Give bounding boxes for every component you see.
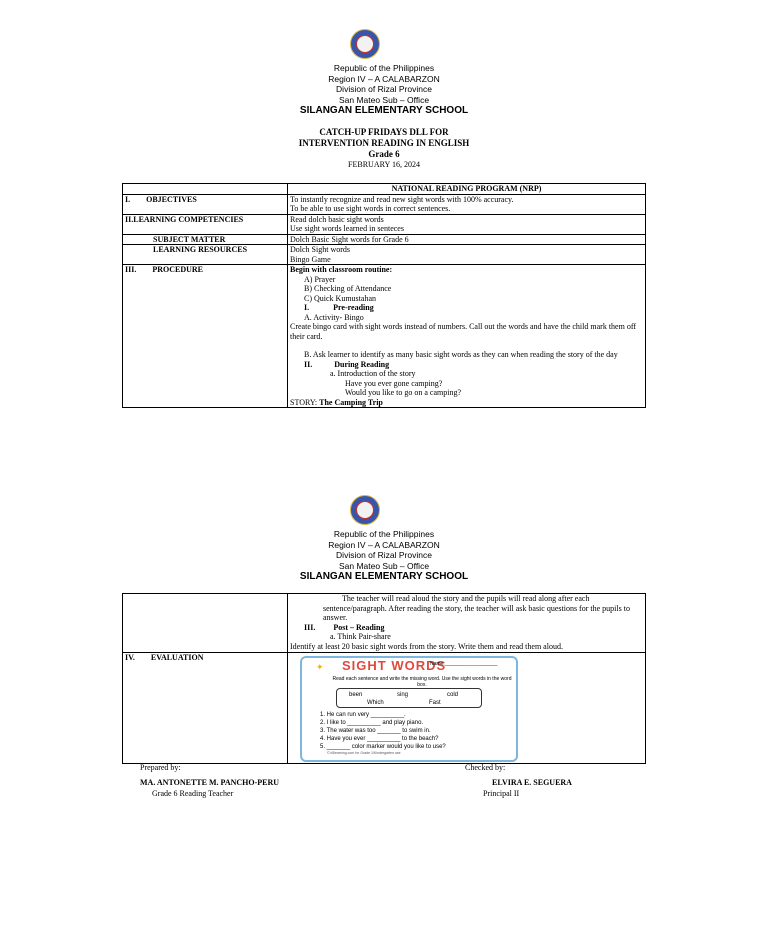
competencies-label: II.LEARNING COMPETENCIES bbox=[123, 214, 288, 234]
read-aloud-text: The teacher will read aloud the story and the pupils will read along after each bbox=[342, 594, 590, 603]
worksheet-name-field: Name:___________________ bbox=[430, 661, 498, 667]
word-box-word: cold bbox=[447, 692, 459, 698]
header-line: Region IV – A CALABARZON bbox=[328, 73, 440, 84]
word-box-word: Which bbox=[367, 700, 384, 706]
routine-item: B) Checking of Attendance bbox=[304, 284, 392, 293]
worksheet-footer: © k5learning.com for Grade 1/Kindergarten use bbox=[327, 750, 401, 755]
routine-item: A) Prayer bbox=[304, 274, 336, 284]
school-name: SILANGAN ELEMENTARY SCHOOL bbox=[299, 571, 469, 582]
worksheet-question: 5. _______ color marker would you like to use? bbox=[320, 744, 446, 750]
story-title: The Camping Trip bbox=[319, 397, 383, 407]
competency-item: Use sight words learned in senteces bbox=[290, 224, 404, 233]
objectives-label: I. OBJECTIVES bbox=[123, 194, 288, 214]
subject-matter-value: Dolch Basic Sight words for Grade 6 bbox=[288, 234, 646, 245]
deped-seal-icon bbox=[350, 495, 380, 525]
dll-table-2 bbox=[122, 593, 646, 764]
objective-item: To instantly recognize and read new sight words with 100% accuracy. bbox=[290, 194, 514, 204]
pre-reading-number: I. bbox=[304, 303, 310, 312]
worksheet-question: 1. He can run very __________. bbox=[320, 712, 406, 718]
worksheet-question: 4. Have you ever __________ to the beach? bbox=[320, 736, 439, 742]
activity-label: A. Activity- Bingo bbox=[304, 312, 364, 322]
dll-table-1 bbox=[122, 183, 646, 408]
header-line: Division of Rizal Province bbox=[336, 550, 432, 560]
motive-question: Would you like to go on a camping? bbox=[345, 388, 461, 397]
worksheet-question: 2. I like to __________ and play piano. bbox=[320, 720, 424, 726]
procedure-label: III. PROCEDURE bbox=[123, 265, 288, 408]
word-box-word: sing bbox=[397, 692, 409, 698]
subject-matter-label: SUBJECT MATTER bbox=[123, 234, 288, 245]
doc-title-line1: CATCH-UP FRIDAYS DLL FOR bbox=[319, 127, 449, 137]
routine-item: C) Quick Kumustahan bbox=[304, 293, 376, 303]
word-box bbox=[336, 688, 482, 708]
prepared-by-role: Grade 6 Reading Teacher bbox=[152, 789, 234, 798]
doc-date: FEBRUARY 16, 2024 bbox=[348, 160, 420, 169]
header-line: Division of Rizal Province bbox=[336, 84, 432, 94]
resource-item: Dolch Sight words bbox=[290, 245, 350, 254]
identify-task: Identify at least 20 basic sight words from the story. Write them and read them aloud. bbox=[290, 641, 563, 651]
resource-item: Bingo Game bbox=[290, 254, 331, 264]
grade-label: Grade 6 bbox=[368, 149, 400, 159]
during-reading-label: During Reading bbox=[334, 359, 390, 369]
story-prefix: STORY: bbox=[290, 397, 320, 407]
pre-reading-label: Pre-reading bbox=[333, 303, 374, 312]
motive-question: Have you ever gone camping? bbox=[345, 378, 443, 388]
school-name: SILANGAN ELEMENTARY SCHOOL bbox=[299, 105, 469, 116]
star-icon: ✦ bbox=[316, 662, 324, 672]
think-pair-share: a. Think Pair-share bbox=[330, 632, 391, 641]
checked-by-role: Principal II bbox=[483, 789, 520, 798]
worksheet-title: SIGHT WORDS bbox=[342, 658, 447, 673]
objective-item: To be able to use sight words in correct sentences. bbox=[290, 204, 451, 213]
evaluation-label: IV. EVALUATION bbox=[123, 653, 288, 764]
competency-item: Read dolch basic sight words bbox=[290, 214, 384, 224]
worksheet-question: 3. The water was too _______ to swim in. bbox=[320, 728, 431, 734]
bingo-description: Create bingo card with sight words instead of numbers. Call out the words and have the child mark them off their card. bbox=[290, 322, 636, 341]
checked-by-name: ELVIRA E. SEGUERA bbox=[492, 778, 572, 787]
header-line: Republic of the Philippines bbox=[333, 529, 435, 539]
story-intro: a. Introduction of the story bbox=[330, 369, 416, 378]
checked-by-label: Checked by: bbox=[465, 763, 506, 772]
read-aloud-text: sentence/paragraph. After reading the story, the teacher will ask basic questions for the pupils to answer. bbox=[323, 603, 630, 622]
post-reading-number: III. bbox=[304, 622, 316, 632]
program-header: NATIONAL READING PROGRAM (NRP) bbox=[288, 184, 646, 195]
word-box-word: been bbox=[349, 692, 363, 698]
prepared-by-name: MA. ANTONETTE M. PANCHO-PERU bbox=[140, 778, 280, 787]
sight-words-worksheet bbox=[300, 656, 518, 762]
doc-title-line2: INTERVENTION READING IN ENGLISH bbox=[298, 138, 470, 148]
header-line: Republic of the Philippines bbox=[333, 63, 435, 73]
routine-heading: Begin with classroom routine: bbox=[290, 265, 393, 274]
deped-seal-icon bbox=[350, 29, 380, 59]
worksheet-instructions: Read each sentence and write the missing word. Use the sight words in the word box. bbox=[332, 676, 512, 688]
learning-resources-label: LEARNING RESOURCES bbox=[123, 245, 288, 265]
step-b: B. Ask learner to identify as many basic sight words as they can when reading the story of the day bbox=[304, 350, 618, 359]
header-line: Region IV – A CALABARZON bbox=[328, 539, 440, 550]
header-line: San Mateo Sub – Office bbox=[338, 94, 430, 105]
word-box-word: Fast bbox=[429, 700, 441, 706]
prepared-by-label: Prepared by: bbox=[140, 763, 181, 772]
during-reading-number: II. bbox=[304, 359, 313, 369]
post-reading-label: Post – Reading bbox=[333, 622, 385, 632]
header-line: San Mateo Sub – Office bbox=[338, 560, 430, 571]
